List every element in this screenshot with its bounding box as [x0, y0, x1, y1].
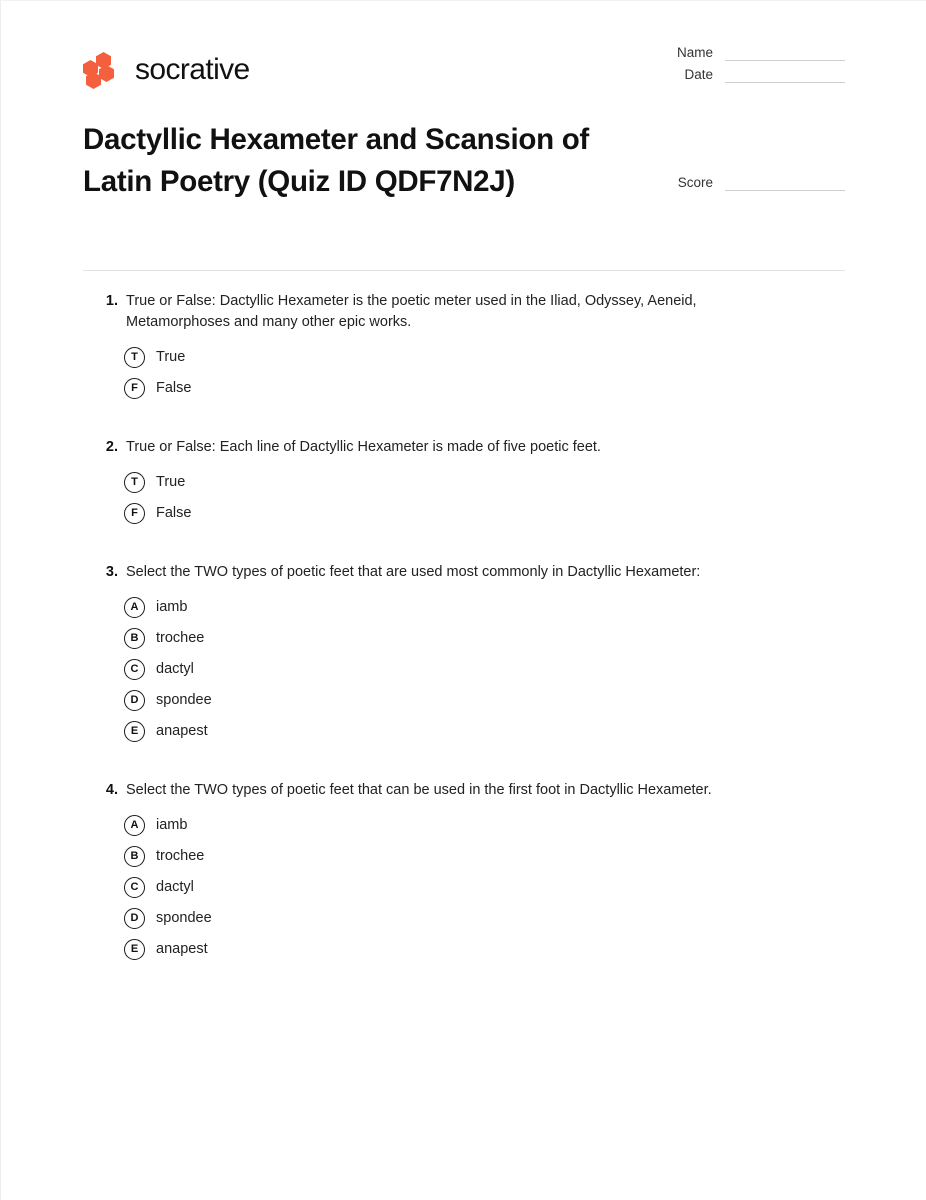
option-label: trochee [156, 848, 205, 864]
option-marker[interactable]: B [124, 846, 145, 867]
option-label: trochee [156, 630, 205, 646]
name-field-input[interactable] [725, 46, 845, 61]
question-item [83, 437, 845, 529]
logo-wordmark: socrative [135, 53, 250, 86]
option-label: True [156, 349, 186, 365]
option-row[interactable] [83, 872, 845, 903]
question-header [83, 780, 845, 801]
option-marker[interactable]: B [124, 628, 145, 649]
option-label: True [156, 474, 186, 490]
date-field-input[interactable] [725, 68, 845, 83]
name-field-row [677, 45, 845, 61]
options-list [83, 592, 845, 747]
options-list [83, 342, 845, 404]
option-marker[interactable]: E [124, 721, 145, 742]
option-row[interactable] [83, 623, 845, 654]
question-item [83, 780, 845, 965]
options-list [83, 810, 845, 965]
option-row[interactable] [83, 498, 845, 529]
option-row[interactable] [83, 592, 845, 623]
question-item [83, 562, 845, 747]
question-text: Select the TWO types of poetic feet that are used most commonly in Dactyllic Hexameter: [126, 564, 701, 580]
option-row[interactable] [83, 810, 845, 841]
option-row[interactable] [83, 934, 845, 965]
option-label: anapest [156, 723, 208, 739]
date-field-row [684, 67, 845, 83]
option-row[interactable] [83, 685, 845, 716]
score-field-label: Score [677, 175, 713, 190]
page-header [83, 45, 845, 105]
question-item [83, 291, 845, 404]
option-marker[interactable]: A [124, 597, 145, 618]
question-number: 3. [105, 564, 118, 580]
question-number: 4. [105, 782, 118, 798]
option-row[interactable] [83, 467, 845, 498]
option-marker[interactable]: F [124, 378, 145, 399]
option-row[interactable] [83, 373, 845, 404]
question-number: 1. [105, 293, 118, 309]
question-number: 2. [105, 439, 118, 455]
option-marker[interactable]: T [124, 472, 145, 493]
option-marker[interactable]: D [124, 690, 145, 711]
option-label: False [156, 380, 192, 396]
name-field-label: Name [676, 45, 713, 60]
option-label: anapest [156, 941, 208, 957]
questions-list [83, 291, 845, 998]
option-marker[interactable]: D [124, 908, 145, 929]
date-field-label: Date [684, 67, 713, 82]
option-marker[interactable]: F [124, 503, 145, 524]
option-label: False [156, 505, 192, 521]
option-marker[interactable]: T [124, 347, 145, 368]
option-row[interactable] [83, 841, 845, 872]
option-label: iamb [156, 599, 188, 615]
option-label: dactyl [156, 879, 194, 895]
title-block [83, 119, 845, 239]
option-row[interactable] [83, 342, 845, 373]
option-label: spondee [156, 692, 212, 708]
option-row[interactable] [83, 716, 845, 747]
option-label: dactyl [156, 661, 194, 677]
question-text: Select the TWO types of poetic feet that can be used in the first foot in Dactyllic Hexameter. [126, 782, 712, 798]
option-label: iamb [156, 817, 188, 833]
question-header [83, 562, 845, 583]
option-marker[interactable]: E [124, 939, 145, 960]
page-title: Dactyllic Hexameter and Scansion of Latin Poetry (Quiz ID QDF7N2J) [83, 123, 589, 198]
options-list [83, 467, 845, 529]
option-label: spondee [156, 910, 212, 926]
option-marker[interactable]: C [124, 659, 145, 680]
score-field-row [678, 175, 845, 191]
option-marker[interactable]: A [124, 815, 145, 836]
socrative-hex-logo-icon [83, 51, 121, 89]
option-row[interactable] [83, 903, 845, 934]
question-text: True or False: Dactyllic Hexameter is the poetic meter used in the Iliad, Odyssey, Aeneid, Metamorphoses and many other epic works. [126, 293, 697, 330]
socrative-logo [83, 51, 250, 89]
score-field-input[interactable] [725, 176, 845, 191]
question-text: True or False: Each line of Dactyllic Hexameter is made of five poetic feet. [126, 439, 601, 455]
question-header [83, 437, 845, 458]
header-divider [83, 270, 845, 271]
option-row[interactable] [83, 654, 845, 685]
question-header [83, 291, 845, 333]
option-marker[interactable]: C [124, 877, 145, 898]
